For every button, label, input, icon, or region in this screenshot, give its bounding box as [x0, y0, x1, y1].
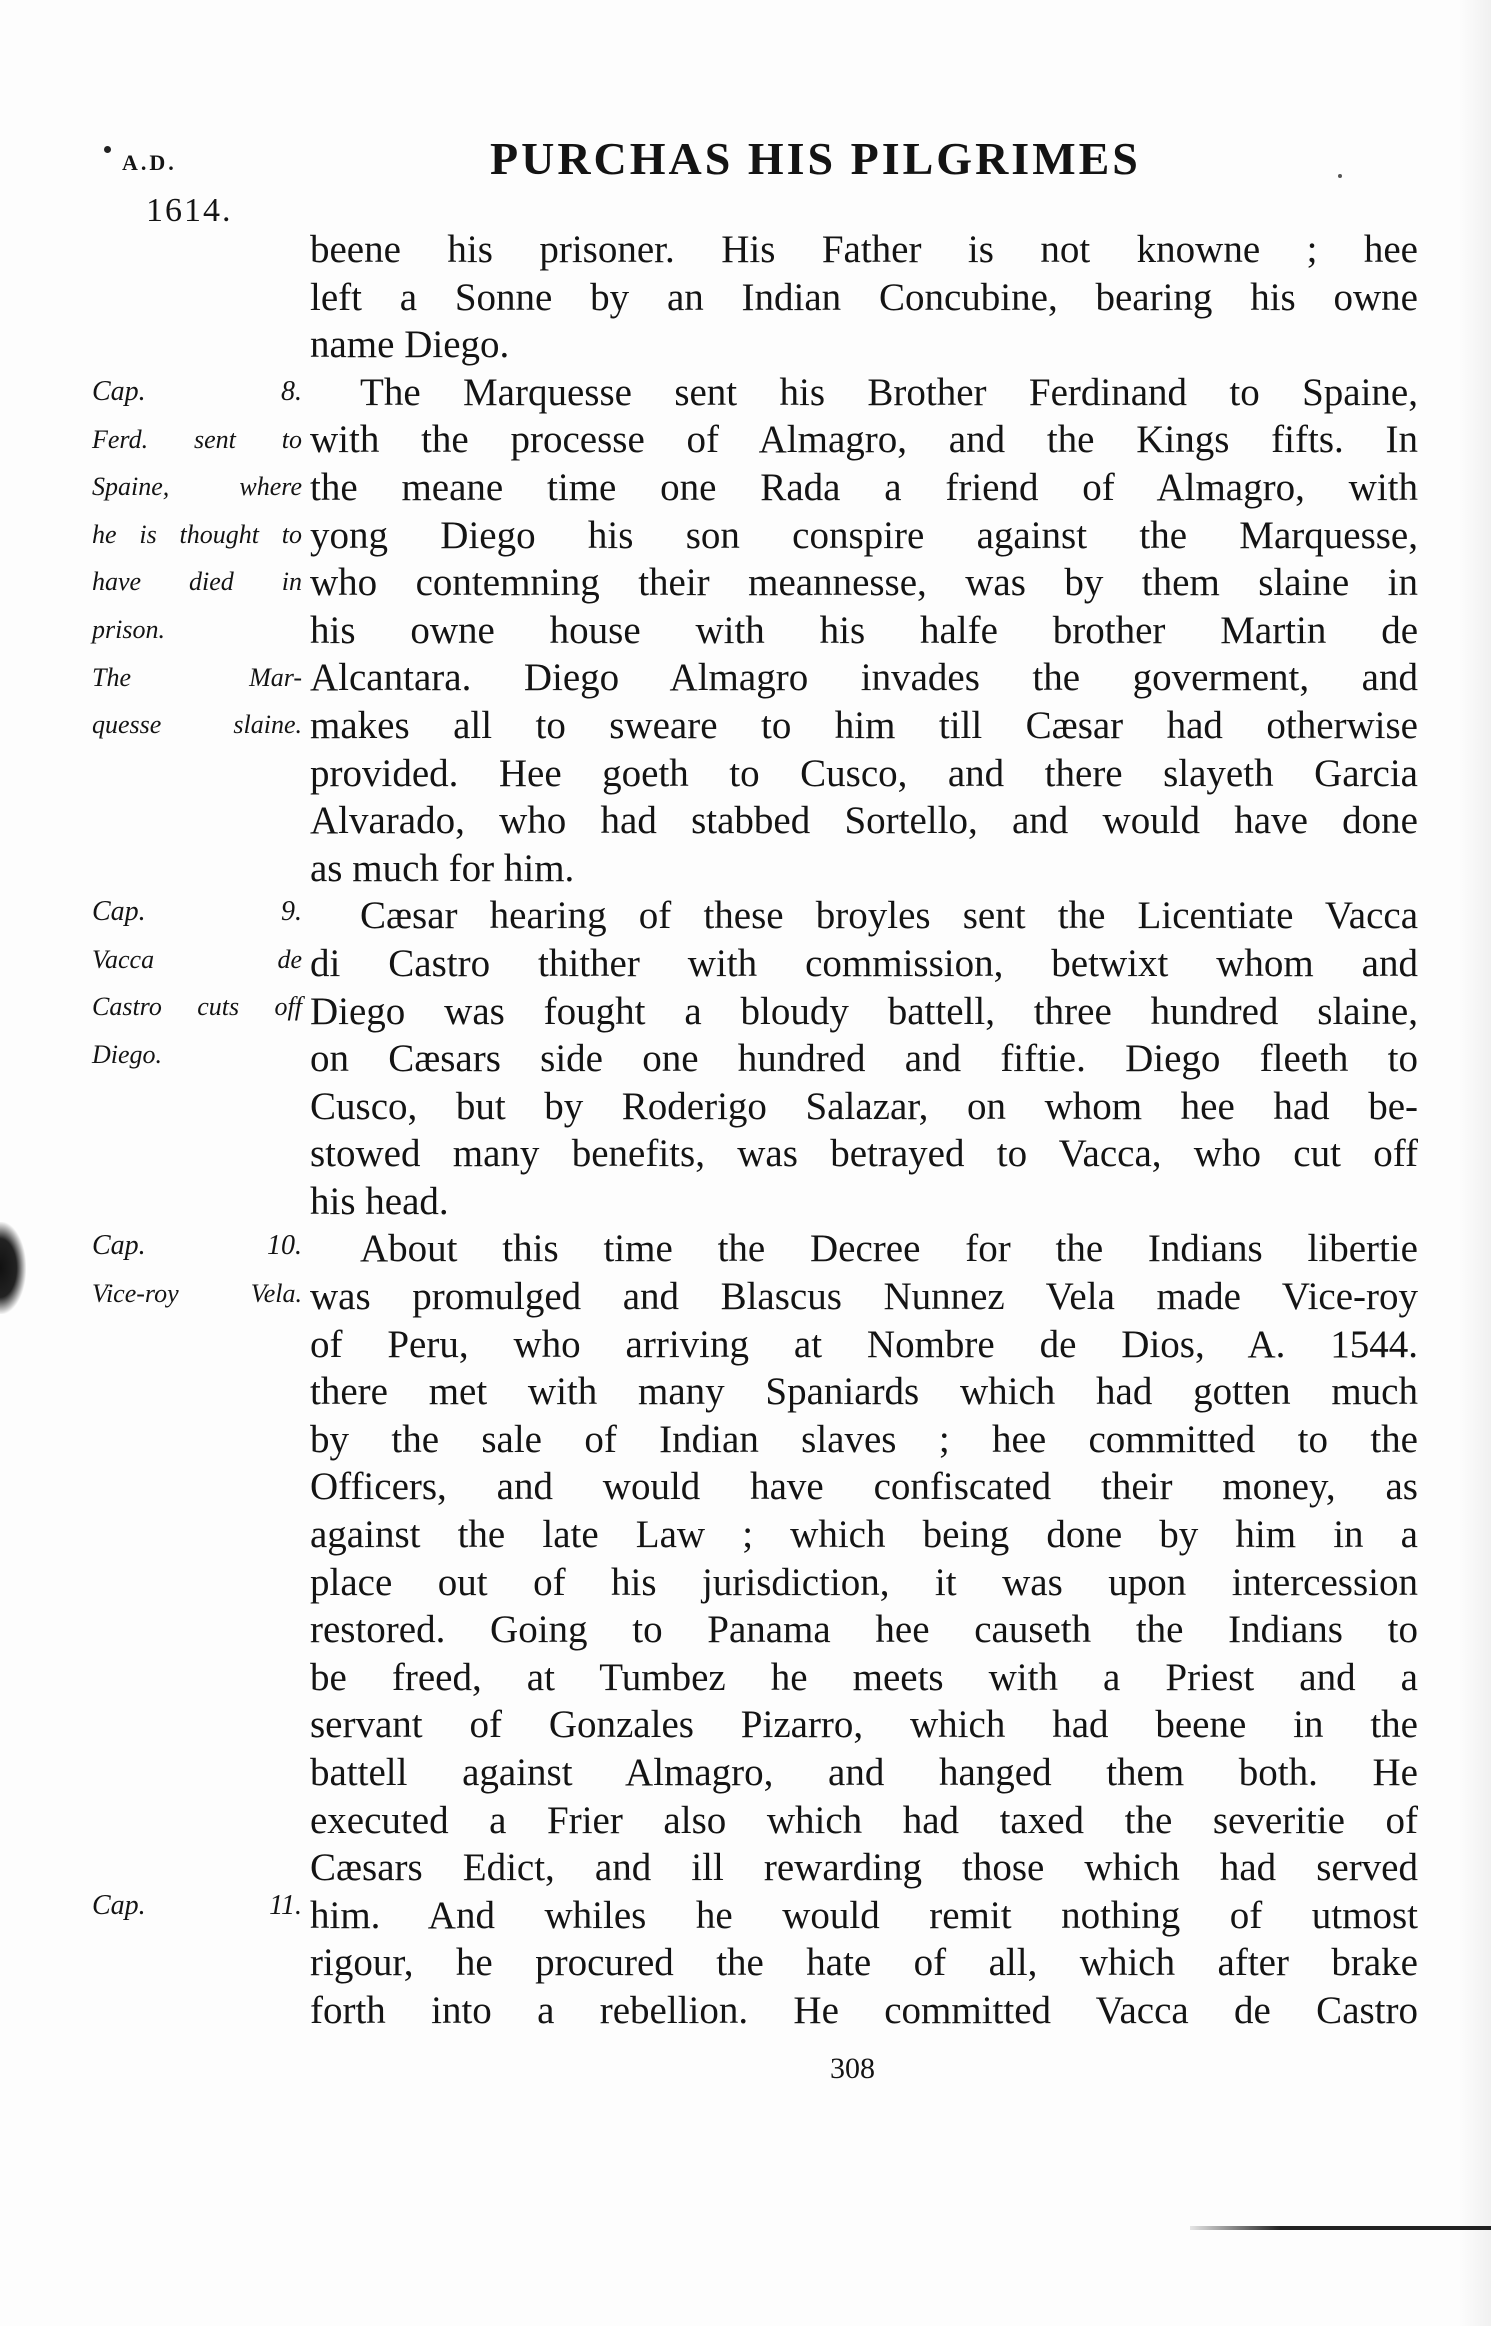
text-line: makes all to sweare to him till Cæsar had otherwise: [310, 703, 1418, 747]
margin-note-line: he is thought to: [92, 519, 302, 549]
text-line: battell against Almagro, and hanged them both. He: [310, 1751, 1418, 1794]
margin-note-cap-10: [92, 1230, 302, 1325]
text-line: The Marquesse sent his Brother Ferdinand to Spaine,: [360, 370, 1418, 414]
text-line: on Cæsars side one hundred and fiftie. Diego fleeth to: [310, 1037, 1418, 1081]
text-line: forth into a rebellion. He committed Vacca de Castro: [310, 1988, 1418, 2032]
text-line: as much for him.: [310, 846, 575, 890]
text-line: Cæsars Edict, and ill rewarding those which had served: [310, 1846, 1418, 1890]
text-line: restored. Going to Panama hee causeth the Indians to: [310, 1608, 1418, 1652]
text-line: there met with many Spaniards which had gotten much: [310, 1370, 1418, 1414]
margin-note-line: Vacca de: [92, 944, 302, 974]
header-year: 1614.: [146, 192, 233, 229]
text-line: with the processe of Almagro, and the Kings fifts. In: [310, 418, 1418, 462]
margin-note-line: Vice-roy Vela.: [92, 1278, 302, 1308]
text-line: by the sale of Indian slaves ; hee committed to the: [310, 1417, 1418, 1461]
text-line: was promulged and Blascus Nunnez Vela made Vice-roy: [310, 1275, 1418, 1319]
text-line: beene his prisoner. His Father is not knowne ; hee: [310, 228, 1418, 271]
ink-dot: [1338, 174, 1342, 178]
text-line: provided. Hee goeth to Cusco, and there slayeth Garcia: [310, 751, 1418, 795]
body-text: [310, 226, 1418, 2035]
text-line: place out of his jurisdiction, it was upon intercession: [310, 1560, 1418, 1604]
text-line: servant of Gonzales Pizarro, which had beene in the: [310, 1703, 1418, 1747]
text-line: Alcantara. Diego Almagro invades the goverment, and: [310, 656, 1418, 700]
text-line: Diego was fought a bloudy battell, three hundred slaine,: [310, 989, 1418, 1033]
text-line: of Peru, who arriving at Nombre de Dios, A. 1544.: [310, 1322, 1418, 1366]
margin-note-line: Cap. 11.: [92, 1890, 302, 1921]
text-line: Cusco, but by Roderigo Salazar, on whom hee had be-: [310, 1084, 1418, 1128]
text-line: executed a Frier also which had taxed the severitie of: [310, 1798, 1418, 1842]
text-line: his owne house with his halfe brother Martin de: [310, 608, 1418, 652]
text-line: stowed many benefits, was betrayed to Vacca, who cut off: [310, 1132, 1418, 1176]
text-line: who contemning their meannesse, was by them slaine in: [310, 561, 1418, 605]
text-line: his head.: [310, 1179, 449, 1223]
text-line: About this time the Decree for the Indians libertie: [360, 1227, 1418, 1271]
margin-note-line: have died in: [92, 567, 302, 597]
margin-note-line: Cap. 10.: [92, 1230, 302, 1261]
margin-note-cap-9: [92, 896, 302, 1086]
margin-note-line: Castro cuts off: [92, 992, 302, 1022]
margin-note-line: The Mar-: [92, 662, 302, 692]
running-title: PURCHAS HIS PILGRIMES: [490, 133, 1141, 184]
margin-note-line: Ferd. sent to: [92, 424, 302, 454]
margin-note-line: Cap. 9.: [92, 896, 302, 927]
text-line: di Castro thither with commission, betwixt whom and: [310, 941, 1418, 985]
page-number: 308: [830, 2052, 875, 2085]
margin-note-cap-8: [92, 376, 302, 757]
margin-note-line: Diego.: [92, 1039, 163, 1069]
text-line: him. And whiles he would remit nothing of utmost: [310, 1893, 1418, 1937]
ink-dot: [104, 146, 111, 153]
margin-note-line: quesse slaine.: [92, 710, 302, 740]
scan-edge-line: [1190, 2226, 1491, 2230]
page-edge: [1458, 0, 1491, 2326]
text-line: the meane time one Rada a friend of Almagro, with: [310, 465, 1418, 509]
text-line: Alvarado, who had stabbed Sortello, and would have done: [310, 799, 1418, 843]
margin-note-cap-11: [92, 1890, 302, 1938]
text-line: yong Diego his son conspire against the Marquesse,: [310, 513, 1418, 557]
text-line: against the late Law ; which being done by him in a: [310, 1513, 1418, 1557]
header-ad-label: A.D.: [122, 150, 177, 175]
margin-note-line: Spaine, where: [92, 472, 302, 502]
margin-note-line: Cap. 8.: [92, 376, 302, 407]
text-line: name Diego.: [310, 323, 510, 367]
binding-shadow: [0, 1222, 26, 1314]
text-line: Officers, and would have confiscated their money, as: [310, 1465, 1418, 1509]
text-line: Cæsar hearing of these broyles sent the Licentiate Vacca: [360, 894, 1418, 938]
text-line: be freed, at Tumbez he meets with a Priest and a: [310, 1655, 1418, 1699]
text-line: left a Sonne by an Indian Concubine, bearing his owne: [310, 275, 1418, 319]
text-line: rigour, he procured the hate of all, which after brake: [310, 1941, 1418, 1985]
margin-note-line: prison.: [92, 614, 165, 644]
